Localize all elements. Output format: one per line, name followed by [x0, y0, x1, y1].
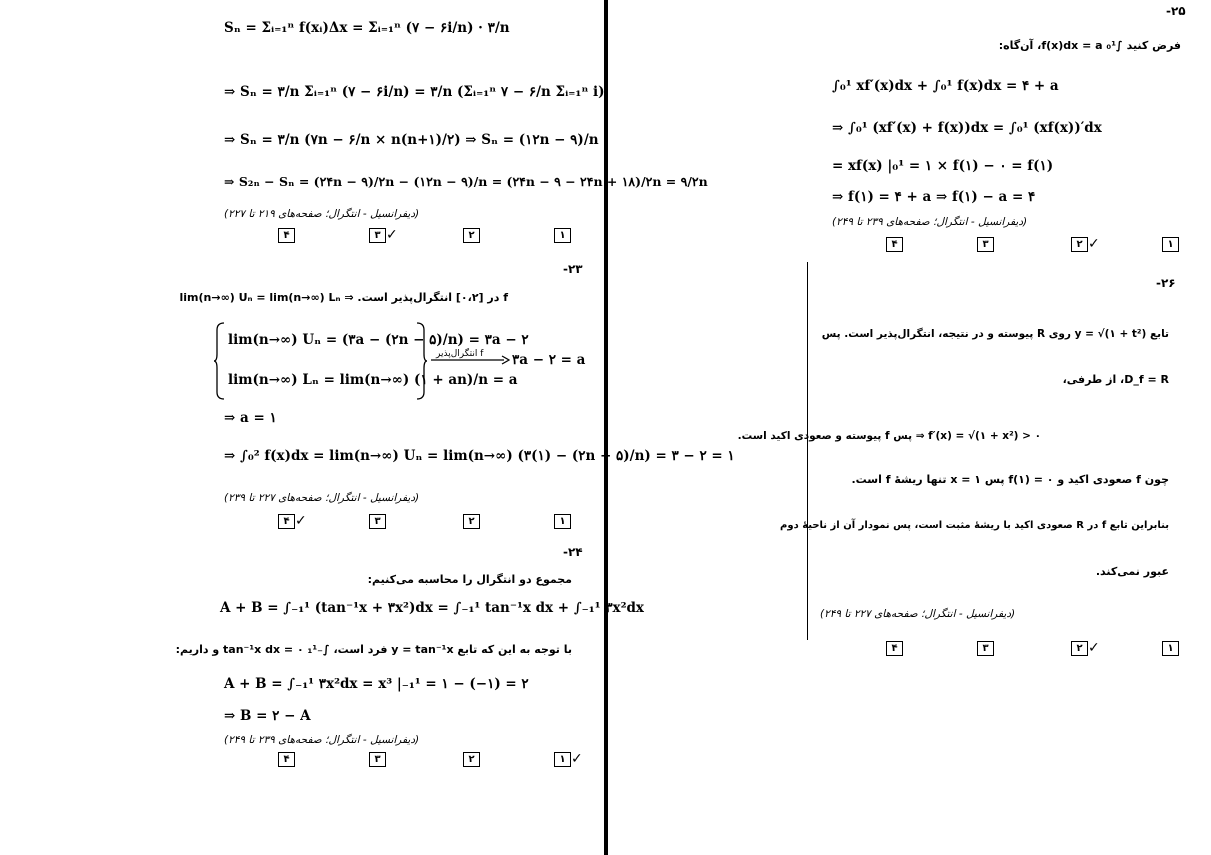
- q23-line-4: ⇒ ∫₀² f(x)dx = lim(n→∞) Uₙ = lim(n→∞) (۳(۱) − (۲n − ۵)/n) = ۳ − ۲ = ۱: [224, 448, 735, 464]
- q25-line-2: ⇒ ∫₀¹ (xf′(x) + f(x))dx = ∫₀¹ (xf(x))′dx: [832, 120, 1102, 136]
- q23-option-1[interactable]: ۱: [554, 514, 571, 529]
- q23-reference: (دیفرانسیل - انتگرال؛ صفحه‌های ۲۲۷ تا ۲۳۹): [224, 492, 420, 504]
- q22-option-4[interactable]: ۴: [278, 228, 295, 243]
- q25-number: -۲۵: [1166, 4, 1186, 18]
- implies-arrow-icon: [430, 355, 510, 365]
- q23-arrow-label: f انتگرال‌پذیر: [436, 349, 484, 359]
- q26-line-4: چون f صعودی اکید و f(۱) = ۰ پس x = ۱ تنها ریشهٔ f است.: [851, 473, 1169, 486]
- q26-option-3[interactable]: ۳: [977, 641, 994, 656]
- right-page: [608, 0, 1211, 855]
- q26-number: -۲۶: [1156, 276, 1176, 290]
- q24-line-2: با توجه به این که تابع y = tan⁻¹x فرد است، ∫₋₁¹ tan⁻¹x dx = ۰ و داریم:: [175, 643, 572, 656]
- q22-option-1[interactable]: ۱: [554, 228, 571, 243]
- q23-brace-result: ۳a − ۲ = a: [512, 352, 586, 368]
- q24-line-1: A + B = ∫₋₁¹ (tan⁻¹x + ۳x²)dx = ∫₋₁¹ tan⁻¹x dx + ∫₋₁¹ ۳x²dx: [220, 600, 644, 616]
- q23-check-icon: ✓: [295, 513, 307, 529]
- q22-option-3-correct[interactable]: ۳: [369, 228, 386, 243]
- q26-option-1[interactable]: ۱: [1162, 641, 1179, 656]
- q22-line-3: ⇒ Sₙ = ۳/n (۷n − ۶/n × n(n+۱)/۲) ⇒ Sₙ = (۱۲n − ۹)/n: [224, 132, 599, 148]
- q25-option-2-correct[interactable]: ۲: [1071, 237, 1088, 252]
- q24-check-icon: ✓: [571, 751, 583, 767]
- q23-brace-line-1: lim(n→∞) Uₙ = (۳a − (۲n − ۵)/n) = ۳a − ۲: [228, 332, 529, 348]
- q24-option-3[interactable]: ۳: [369, 752, 386, 767]
- q24-option-4[interactable]: ۴: [278, 752, 295, 767]
- q22-line-4: ⇒ S₂ₙ − Sₙ = (۲۴n − ۹)/۲n − (۱۲n − ۹)/n = (۲۴n − ۹ − ۲۴n + ۱۸)/۲n = ۹/۲n: [224, 174, 708, 189]
- q24-intro: مجموع دو انتگرال را محاسبه می‌کنیم:: [367, 573, 572, 586]
- q26-check-icon: ✓: [1088, 640, 1100, 656]
- q25-option-3[interactable]: ۳: [977, 237, 994, 252]
- q26-line-1: تابع y = √(۱ + t²) روی R پیوسته و در نتیجه، انتگرال‌پذیر است. پس: [821, 328, 1169, 340]
- q22-check-icon: ✓: [386, 227, 398, 243]
- q22-line-1: Sₙ = Σᵢ₌₁ⁿ f(xᵢ)Δx = Σᵢ₌₁ⁿ (۷ − ۶i/n) · ۳/n: [224, 20, 510, 36]
- left-brace-icon: [213, 322, 225, 400]
- q24-reference: (دیفرانسیل - انتگرال؛ صفحه‌های ۲۳۹ تا ۲۴۹): [224, 734, 420, 746]
- q23-option-2[interactable]: ۲: [463, 514, 480, 529]
- q23-number: -۲۳: [563, 262, 583, 276]
- q26-option-2-correct[interactable]: ۲: [1071, 641, 1088, 656]
- q23-option-3[interactable]: ۳: [369, 514, 386, 529]
- q26-line-3: f′(x) = √(۱ + x²) > ۰ ⇒ پس f پیوسته و صعودی اکید است.: [737, 430, 1041, 442]
- q25-line-1: ∫₀¹ xf′(x)dx + ∫₀¹ f(x)dx = ۴ + a: [832, 78, 1059, 94]
- q25-option-4[interactable]: ۴: [886, 237, 903, 252]
- q24-option-2[interactable]: ۲: [463, 752, 480, 767]
- q25-reference: (دیفرانسیل - انتگرال؛ صفحه‌های ۲۳۹ تا ۲۴۹): [832, 216, 1028, 228]
- right-brace-icon: [416, 322, 428, 400]
- q25-option-1[interactable]: ۱: [1162, 237, 1179, 252]
- q22-option-2[interactable]: ۲: [463, 228, 480, 243]
- q24-line-4: ⇒ B = ۲ − A: [224, 708, 311, 724]
- q25-line-4: ⇒ f(۱) = ۴ + a ⇒ f(۱) − a = ۴: [832, 189, 1036, 205]
- q24-number: -۲۴: [563, 545, 583, 559]
- q26-option-4[interactable]: ۴: [886, 641, 903, 656]
- q25-intro: فرض کنید ∫₀¹ f(x)dx = a، آن‌گاه:: [998, 39, 1181, 52]
- q22-reference: (دیفرانسیل - انتگرال؛ صفحه‌های ۲۱۹ تا ۲۲۷): [224, 208, 420, 220]
- q23-line-3: ⇒ a = ۱: [224, 410, 277, 426]
- q24-option-1-correct[interactable]: ۱: [554, 752, 571, 767]
- q23-intro: f در [۰،۲] انتگرال‌پذیر است. ⇒ lim(n→∞) Uₙ = lim(n→∞) Lₙ: [179, 291, 508, 304]
- q26-line-5: بنابراین تابع f در R صعودی اکید با ریشهٔ مثبت است، پس نمودار آن از ناحیهٔ دوم: [780, 520, 1169, 531]
- q26-reference: (دیفرانسیل - انتگرال؛ صفحه‌های ۲۲۷ تا ۲۴۹): [820, 608, 1016, 620]
- q26-line-2: D_f = R، از طرفی،: [1062, 373, 1169, 386]
- q23-option-4-correct[interactable]: ۴: [278, 514, 295, 529]
- q23-brace-line-2: lim(n→∞) Lₙ = lim(n→∞) (۱ + an)/n = a: [228, 372, 518, 388]
- q26-line-6: عبور نمی‌کند.: [1095, 565, 1169, 578]
- q25-line-3: = xf(x) |₀¹ = ۱ × f(۱) − ۰ = f(۱): [832, 158, 1054, 174]
- q24-line-3: A + B = ∫₋₁¹ ۳x²dx = x³ |₋₁¹ = ۱ − (−۱) = ۲: [224, 676, 529, 692]
- q22-line-2: ⇒ Sₙ = ۳/n Σᵢ₌₁ⁿ (۷ − ۶i/n) = ۳/n (Σᵢ₌₁ⁿ ۷ − ۶/n Σᵢ₌₁ⁿ i): [224, 84, 605, 100]
- q25-check-icon: ✓: [1088, 236, 1100, 252]
